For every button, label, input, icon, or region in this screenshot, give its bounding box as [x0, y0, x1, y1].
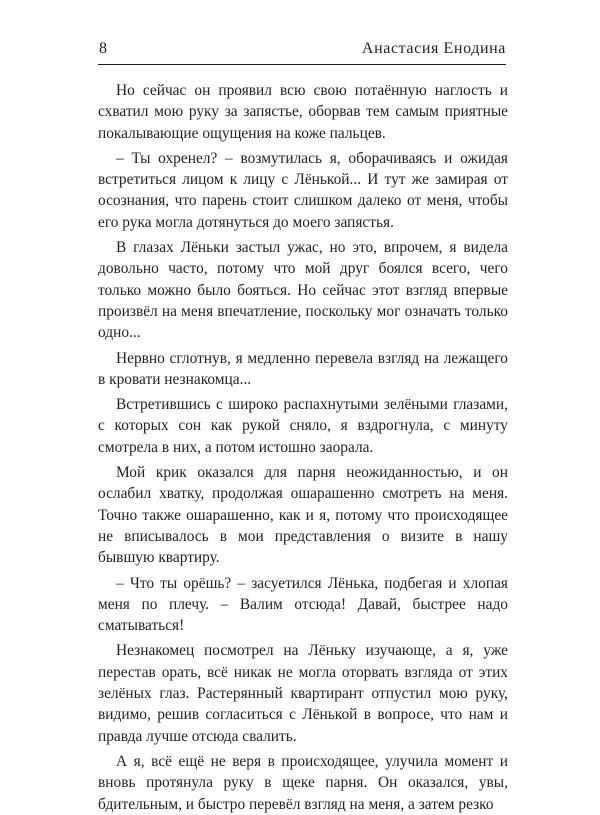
- paragraph: Незнакомец посмотрел на Лёньку изучающе, а я, уже перестав орать, всё никак не могла оторвать взгляда от этих зелёных глаз. Растерянный квартирант отпустил мою руку, видимо, решив согласиться с Лёнькой в вопросе, что нам и правда лучше отсюда свалить.: [98, 642, 508, 745]
- paragraph: Нервно сглотнув, я медленно перевела взгляд на лежащего в кровати незнакомца...: [98, 349, 508, 388]
- running-header: [98, 34, 506, 65]
- page-number: 8: [99, 40, 107, 57]
- paragraph: В глазах Лёньки застыл ужас, но это, впрочем, я видела довольно часто, потому что мой друг боялся всего, чего только можно было бояться. Но сейчас этот взгляд впервые произвёл на меня впечатление, поскольку мог означать только одно...: [98, 239, 508, 342]
- paragraph: А я, всё ещё не веря в происходящее, улучила момент и вновь протянула руку в щеке парня. Он оказался, увы, бдительным, и быстро перевёл взгляд на меня, а затем резко: [98, 752, 508, 813]
- paragraph: Но сейчас он проявил всю свою потаённую наглость и схватил мою руку за запястье, оборвав тем самым приятные покалывающие ощущения на коже пальцев.: [98, 82, 508, 142]
- paragraph: – Ты охренел? – возмутилась я, оборачиваясь и ожидая встретиться лицом к лицу с Лёнькой... И тут же замирая от осознания, что парень стоит слишком далеко от меня, чтобы его рука могла дотянуться до моего запястья.: [98, 149, 508, 231]
- paragraph: Мой крик оказался для парня неожиданностью, и он ослабил хватку, продолжая ошарашенно смотреть на меня. Точно также ошарашенно, как и я, потому что происходящее не вписывалось в мои представления о визите в нашу бывшую квартиру.: [98, 464, 508, 567]
- paragraph: – Что ты орёшь? – засуетился Лёнька, подбегая и хлопая меня по плечу. – Валим отсюда! Давай, быстрее надо сматываться!: [98, 574, 508, 635]
- author-name: Анастасия Енодина: [361, 40, 506, 57]
- body-text: [98, 80, 508, 815]
- paragraph: Встретившись с широко распахнутыми зелёными глазами, с которых сон как рукой сняло, я вздрогнула, с минуту смотрела в них, а потом истошно заорала.: [98, 396, 508, 456]
